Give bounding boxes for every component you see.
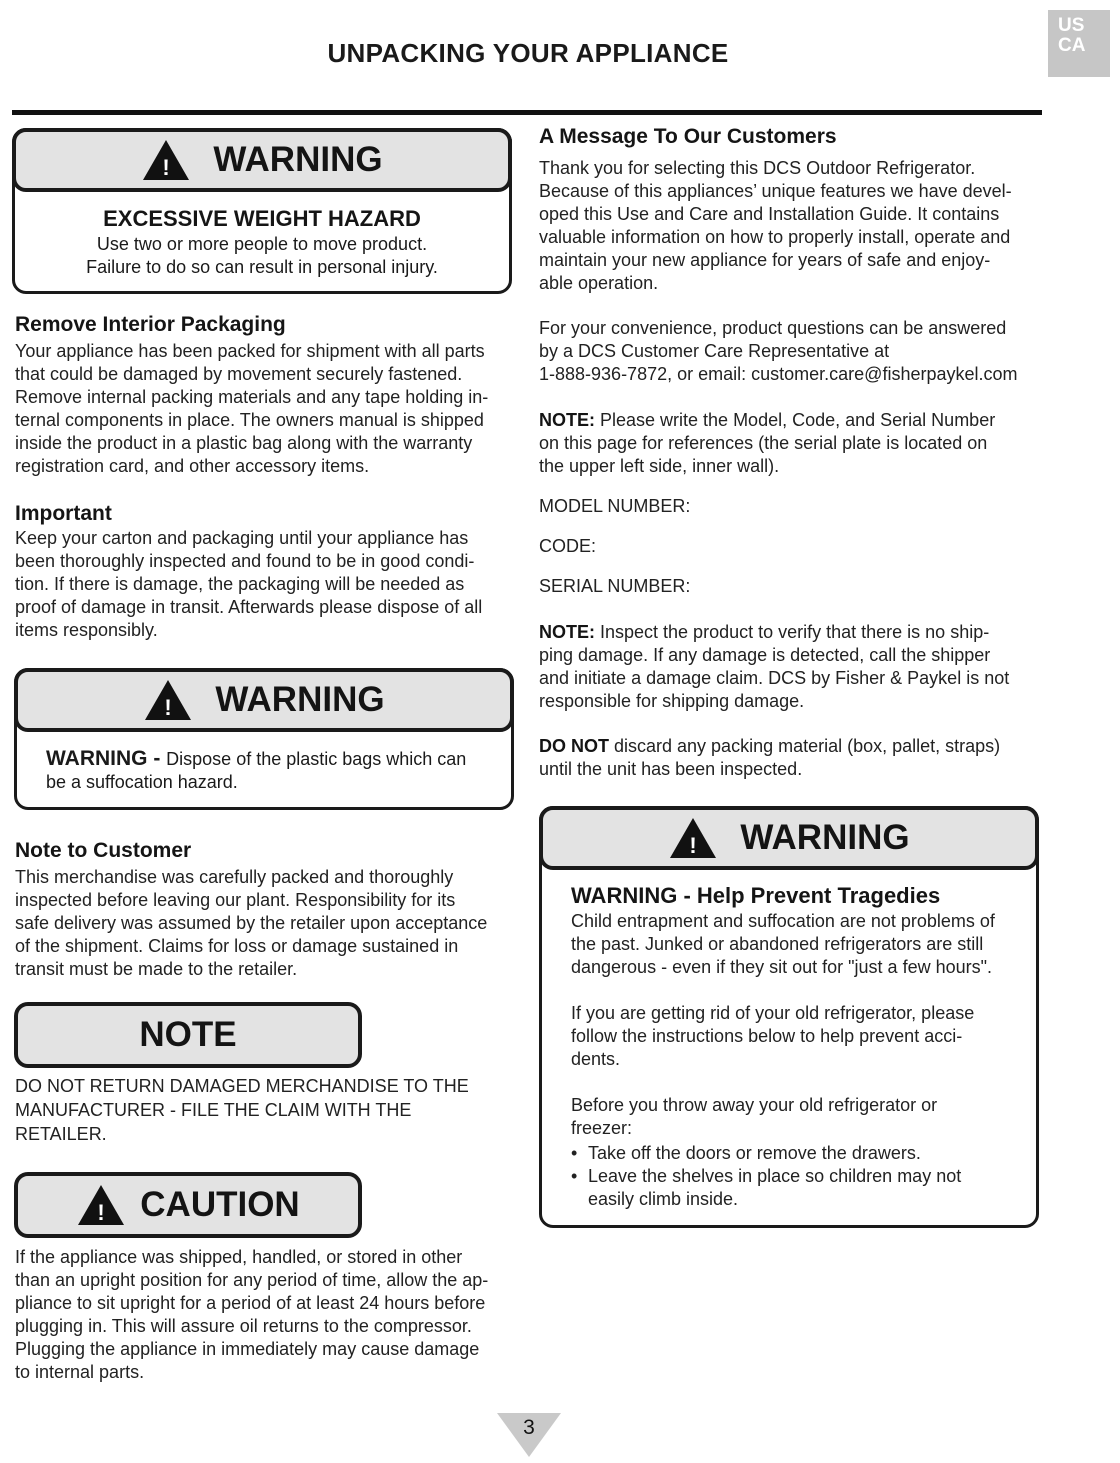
text-line: Please write the Model, Code, and Serial Number	[595, 410, 996, 430]
svg-text:!: !	[162, 155, 171, 180]
text-line: Remove internal packing materials and any tape holding in-	[15, 387, 489, 407]
list-item: • Take off the doors or remove the drawers.	[588, 1142, 1031, 1165]
warning-label: WARNING	[215, 680, 385, 719]
warning-title: WARNING - Help Prevent Tragedies	[571, 883, 941, 908]
text-line: inspected before leaving our plant. Responsibility for its	[15, 890, 456, 910]
warning-line: Failure to do so can result in personal injury.	[86, 257, 438, 277]
warning-lead: WARNING -	[46, 747, 167, 770]
text-line: inside the product in a plastic bag along with the warranty	[15, 433, 473, 453]
warning-header	[539, 806, 1039, 870]
warning-header	[12, 128, 512, 192]
warning-triangle-icon	[143, 678, 193, 722]
serial-number-label: SERIAL NUMBER:	[539, 576, 691, 596]
text-line: the past. Junked or abandoned refrigerators are still	[571, 934, 984, 954]
note-label: NOTE:	[539, 410, 595, 430]
text-line: discard any packing material (box, pallet, straps)	[609, 736, 1001, 756]
warning-line: Use two or more people to move product.	[96, 234, 428, 254]
text-line: able operation.	[539, 273, 659, 293]
section-heading-remove-packaging: Remove Interior Packaging	[15, 313, 286, 336]
text-line: and initiate a damage claim. DCS by Fisher & Paykel is not	[539, 668, 1010, 688]
text-line: dents.	[571, 1049, 621, 1069]
caution-triangle-icon	[76, 1183, 126, 1227]
donot-body	[539, 735, 1049, 781]
note-inspect-body	[539, 621, 1049, 713]
text-line: Inspect the product to verify that there is no ship-	[595, 622, 990, 642]
text-line: transit must be made to the retailer.	[15, 959, 298, 979]
text-line: registration card, and other accessory items.	[15, 456, 370, 476]
text-line: until the unit has been inspected.	[539, 759, 803, 779]
text-line: the upper left side, inner wall).	[539, 456, 780, 476]
region-tab	[1048, 10, 1110, 77]
text-line: Child entrapment and suffocation are not problems of	[571, 911, 995, 931]
warning-box-plastic-bags	[14, 668, 514, 810]
warning-line: be a suffocation hazard.	[46, 772, 238, 792]
region-ca: CA	[1058, 35, 1086, 56]
text-line: on this page for references (the serial plate is located on	[539, 433, 988, 453]
text-line: by a DCS Customer Care Representative at	[539, 341, 890, 361]
remove-packaging-body	[15, 340, 525, 478]
message-body	[539, 157, 1049, 295]
text-line: MANUFACTURER - FILE THE CLAIM WITH THE	[15, 1100, 412, 1120]
text-line: If the appliance was shipped, handled, or stored in other	[15, 1247, 463, 1267]
text-line: pliance to sit upright for a period of at least 24 hours before	[15, 1293, 486, 1313]
caution-body	[15, 1246, 525, 1384]
donot-label: DO NOT	[539, 736, 609, 756]
text-line: than an upright position for any period of time, allow the ap-	[15, 1270, 489, 1290]
note-label: NOTE:	[539, 622, 595, 642]
svg-text:!: !	[164, 695, 173, 720]
text-line: tion. If there is damage, the packaging will be needed as	[15, 574, 465, 594]
text-line: Thank you for selecting this DCS Outdoor Refrigerator.	[539, 158, 976, 178]
note-to-customer-body	[15, 866, 525, 981]
convenience-body	[539, 317, 1049, 386]
text-line: easily climb inside.	[588, 1189, 739, 1209]
note-label: NOTE	[139, 1015, 237, 1054]
warning-label: WARNING	[740, 818, 910, 857]
section-heading-message: A Message To Our Customers	[539, 125, 837, 148]
text-line: This merchandise was carefully packed and thoroughly	[15, 867, 454, 887]
text-line: RETAILER.	[15, 1124, 107, 1144]
text-line: plugging in. This will assure oil returns to the compressor.	[15, 1316, 472, 1336]
text-line: oped this Use and Care and Installation Guide. It contains	[539, 204, 1000, 224]
section-heading-important: Important	[15, 502, 112, 525]
text-line: to internal parts.	[15, 1362, 145, 1382]
list-item: • Leave the shelves in place so children may not	[588, 1165, 1031, 1188]
text-line: items responsibly.	[15, 620, 158, 640]
text-line: safe delivery was assumed by the retailer upon acceptance	[15, 913, 488, 933]
text-line: Keep your carton and packaging until your appliance has	[15, 528, 469, 548]
svg-text:!: !	[689, 833, 698, 858]
note-box	[14, 1002, 362, 1068]
text-line: Plugging the appliance in immediately may cause damage	[15, 1339, 480, 1359]
text-line: been thoroughly inspected and found to be in good condi-	[15, 551, 475, 571]
text-line: valuable information on how to properly install, operate and	[539, 227, 1011, 247]
caution-label: CAUTION	[140, 1185, 300, 1224]
caution-header	[14, 1172, 362, 1238]
warning-triangle-icon	[141, 138, 191, 182]
bullet-list	[571, 1142, 1031, 1188]
text-line: that could be damaged by movement securely fastened.	[15, 364, 463, 384]
note-header	[14, 1002, 362, 1068]
warning-box-weight	[12, 128, 512, 294]
warning-line: Dispose of the plastic bags which can	[166, 749, 467, 769]
page-title: UNPACKING YOUR APPLIANCE	[327, 38, 729, 68]
caution-box	[14, 1172, 362, 1238]
text-line: of the shipment. Claims for loss or damage sustained in	[15, 936, 459, 956]
svg-text:!: !	[97, 1200, 105, 1225]
text-line: Your appliance has been packed for shipment with all parts	[15, 341, 485, 361]
region-us: US	[1058, 15, 1085, 36]
warning-header	[14, 668, 514, 732]
text-line: Before you throw away your old refrigerator or	[571, 1095, 938, 1115]
note-serial-body	[539, 409, 1049, 478]
text-line: For your convenience, product questions can be answered	[539, 318, 1007, 338]
text-line: ping damage. If any damage is detected, call the shipper	[539, 645, 991, 665]
model-number-label: MODEL NUMBER:	[539, 496, 691, 516]
text-line: proof of damage in transit. Afterwards please dispose of all	[15, 597, 483, 617]
note-box-body	[15, 1074, 525, 1146]
text-line: follow the instructions below to help prevent acci-	[571, 1026, 963, 1046]
text-line: maintain your new appliance for years of safe and enjoy-	[539, 250, 991, 270]
code-label: CODE:	[539, 536, 597, 556]
text-line: freezer:	[571, 1118, 633, 1138]
text-line: responsible for shipping damage.	[539, 691, 805, 711]
warning-box-tragedies	[539, 806, 1039, 1228]
section-heading-note-to-customer: Note to Customer	[15, 839, 192, 862]
header-rule	[12, 110, 1042, 115]
text-line: dangerous - even if they sit out for "just a few hours".	[571, 957, 992, 977]
text-line: 1-888-936-7872, or email: customer.care@fisherpaykel.com	[539, 364, 1018, 384]
text-line: ternal components in place. The owners manual is shipped	[15, 410, 484, 430]
text-line: If you are getting rid of your old refrigerator, please	[571, 1003, 975, 1023]
warning-triangle-icon	[668, 816, 718, 860]
text-line: Because of this appliances’ unique features we have devel-	[539, 181, 1012, 201]
text-line: DO NOT RETURN DAMAGED MERCHANDISE TO THE	[15, 1076, 469, 1096]
warning-label: WARNING	[213, 140, 383, 179]
important-body	[15, 527, 525, 642]
warning-title: EXCESSIVE WEIGHT HAZARD	[103, 206, 421, 231]
page-number: 3	[523, 1416, 535, 1439]
